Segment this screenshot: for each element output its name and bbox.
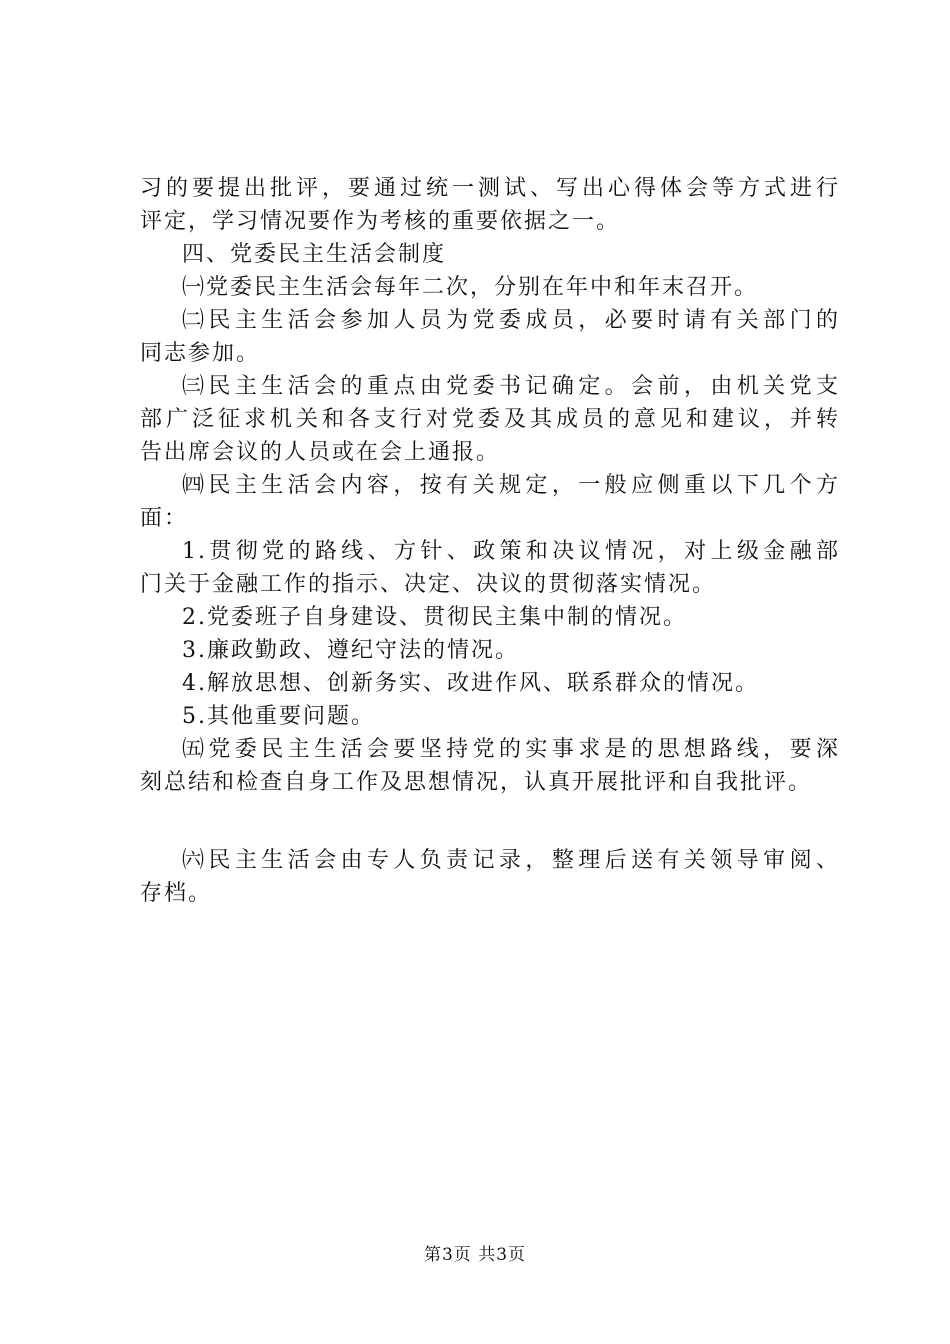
list-item: 1.贯彻党的路线、方针、政策和决议情况，对上级金融部 — [182, 539, 840, 564]
list-item: 门关于金融工作的指示、决定、决议的贯彻落实情况。 — [140, 572, 717, 597]
paragraph-line: 部广泛征求机关和各支行对党委及其成员的意见和建议，并转 — [140, 407, 840, 432]
paragraph-line: 面： — [140, 506, 189, 531]
paragraph-line: ㈢民主生活会的重点由党委书记确定。会前，由机关党支 — [182, 374, 840, 399]
section-heading: 四、党委民主生活会制度 — [182, 242, 447, 267]
paragraph-gap — [140, 799, 840, 844]
paragraph-line: ㈠党委民主生活会每年二次，分别在年中和年末召开。 — [182, 275, 759, 300]
list-item: 2.党委班子自身建设、贯彻民主集中制的情况。 — [182, 605, 687, 630]
paragraph-line: ㈤党委民主生活会要坚持党的实事求是的思想路线，要深 — [182, 737, 840, 762]
paragraph-line: ㈥民主生活会由专人负责记录，整理后送有关领导审阅、 — [182, 848, 840, 873]
paragraph-line: 告出席会议的人员或在会上通报。 — [140, 440, 501, 465]
paragraph-line: 刻总结和检查自身工作及思想情况，认真开展批评和自我批评。 — [140, 770, 813, 795]
document-body — [140, 172, 840, 910]
paragraph-line: 同志参加。 — [140, 341, 261, 366]
paragraph-line: 存档。 — [140, 881, 213, 906]
paragraph-line: 习的要提出批评，要通过统一测试、写出心得体会等方式进行 — [140, 176, 840, 201]
list-item: 3.廉政勤政、遵纪守法的情况。 — [182, 638, 519, 663]
paragraph-line: 评定，学习情况要作为考核的重要依据之一。 — [140, 209, 621, 234]
paragraph-line: ㈡民主生活会参加人员为党委成员，必要时请有关部门的 — [182, 308, 840, 333]
list-item: 4.解放思想、创新务实、改进作风、联系群众的情况。 — [182, 671, 759, 696]
list-item: 5.其他重要问题。 — [182, 704, 375, 729]
paragraph-line: ㈣民主生活会内容，按有关规定，一般应侧重以下几个方 — [182, 473, 840, 498]
page-number-footer: 第3页 共3页 — [423, 1245, 527, 1265]
